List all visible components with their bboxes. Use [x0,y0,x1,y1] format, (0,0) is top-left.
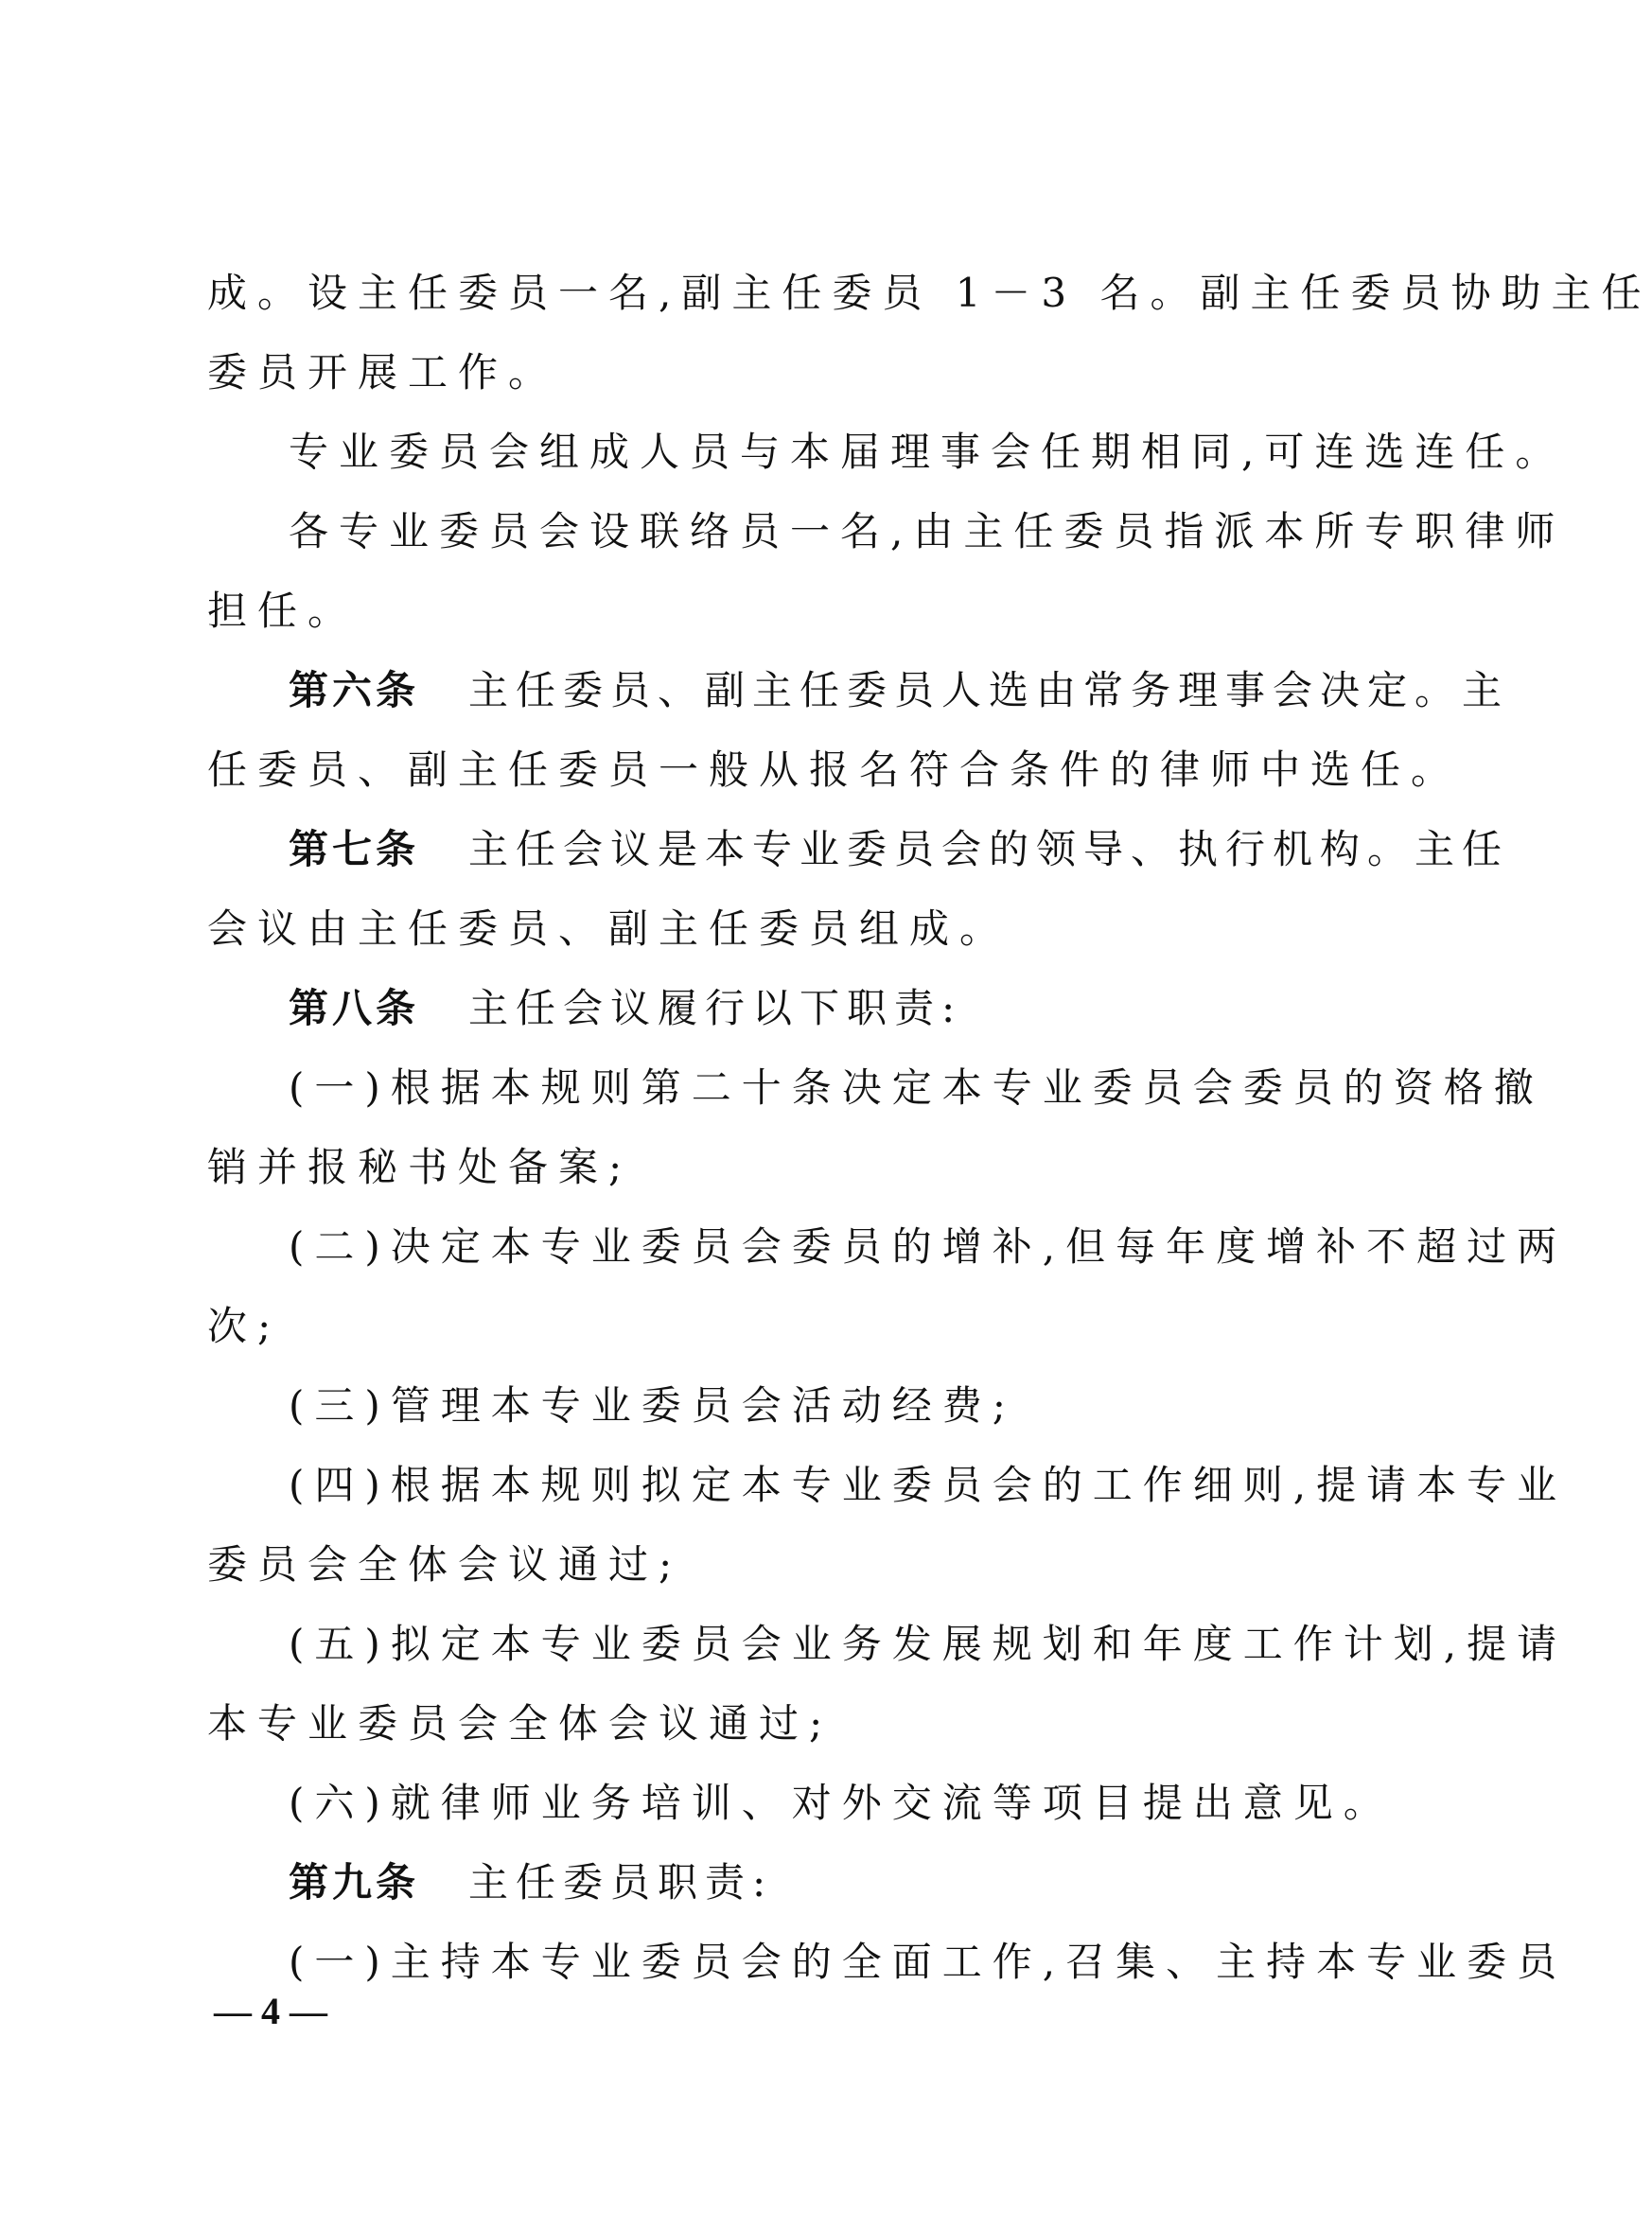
article-6-line [207,651,1510,730]
line-text: (一)根据本规则第二十条决定本专业委员会委员的资格撤 [289,1064,1544,1111]
line-text: (六)就律师业务培训、对外交流等项目提出意见。 [289,1780,1394,1826]
line-text: 销并报秘书处备案; [207,1144,633,1190]
body-line-18 [207,1605,1568,1684]
body-line-13 [207,1207,1568,1287]
body-line-20 [207,1764,1394,1843]
document-body [207,254,1652,2002]
body-line-17 [207,1525,1371,1605]
line-text: 主任委员、副主任委员人选由常务理事会决定。主 [468,667,1510,713]
line-text: (一)主持本专业委员会的全面工作,召集、主持本专业委员 [289,1939,1568,1985]
body-line-4 [207,492,1566,571]
line-text: 主任会议履行以下职责: [468,985,963,1031]
body-line-22 [207,1923,1568,2002]
line-text: 主任会议是本专业委员会的领导、执行机构。主任 [468,826,1510,872]
article-9-line [207,1843,1371,1923]
line-text: (二)决定本专业委员会委员的增补,但每年度增补不超过两 [289,1223,1568,1270]
line-text: 担任。 [207,588,359,634]
article-number: 第六条 [289,667,420,713]
line-text: (五)拟定本专业委员会业务发展规划和年度工作计划,提请 [289,1621,1568,1667]
line-text: 次; [207,1303,282,1349]
body-line-12 [207,1128,1371,1207]
body-line-15 [207,1366,1371,1446]
body-line-16 [207,1446,1568,1525]
line-text: 本专业委员会全体会议通过; [207,1700,834,1747]
body-line-9 [207,889,1371,969]
body-line-3 [207,413,1566,492]
line-text: 会议由主任委员、副主任委员组成。 [207,905,1011,952]
body-line-2 [207,333,1371,413]
line-text: 委员开展工作。 [207,349,559,395]
body-line-19 [207,1684,1371,1764]
article-number: 第八条 [289,985,420,1031]
line-text: (四)根据本规则拟定本专业委员会的工作细则,提请本专业 [289,1462,1568,1508]
body-line-7 [207,730,1462,810]
page-number: — 4 — [214,1990,327,2032]
line-text: 专业委员会组成人员与本届理事会任期相同,可连选连任。 [289,429,1566,475]
body-line-11 [207,1048,1544,1128]
line-text: (三)管理本专业委员会活动经费; [289,1382,1016,1429]
article-7-line [207,810,1510,889]
article-8-line [207,969,1371,1048]
body-line-1 [207,254,1652,333]
body-line-14 [207,1287,1371,1366]
body-line-5 [207,571,1371,651]
article-number: 第九条 [289,1859,420,1906]
line-text: 任委员、副主任委员一般从报名符合条件的律师中选任。 [207,746,1462,793]
line-text: 成。设主任委员一名,副主任委员 1－3 名。副主任委员协助主任 [207,270,1652,316]
article-number: 第七条 [289,826,420,872]
line-text: 各专业委员会设联络员一名,由主任委员指派本所专职律师 [289,508,1566,554]
line-text: 主任委员职责: [468,1859,774,1906]
line-text: 委员会全体会议通过; [207,1541,683,1588]
